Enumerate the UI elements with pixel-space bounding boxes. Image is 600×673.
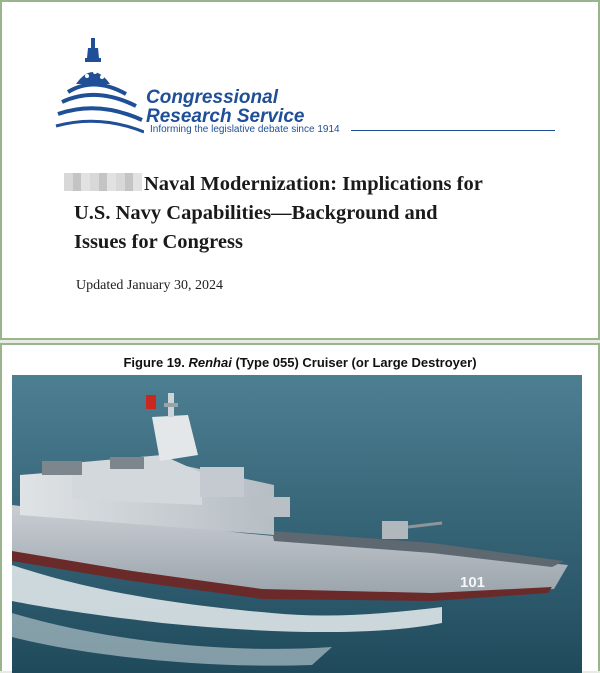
- figure-caption: [2, 355, 598, 370]
- title-line-2: U.S. Navy Capabilities—Background and: [74, 202, 438, 224]
- report-title: [74, 170, 544, 257]
- updated-date: Updated January 30, 2024: [76, 278, 223, 293]
- capitol-dome-icon: [54, 36, 144, 136]
- org-name-line-2: Research Service: [146, 106, 305, 127]
- hull-number: 101: [460, 574, 486, 591]
- warship-photo: [12, 375, 582, 673]
- ship-class-name: Renhai: [188, 355, 232, 370]
- title-line-1: Naval Modernization: Implications for: [144, 173, 483, 195]
- tagline: Informing the legislative debate since 1914: [150, 124, 340, 135]
- flag: [146, 395, 156, 409]
- tagline-rule: [351, 130, 555, 131]
- figure-label: Figure 19.: [123, 355, 185, 370]
- main-gun: [382, 521, 408, 539]
- org-name-line-1: Congressional: [146, 87, 278, 108]
- figure-description: (Type 055) Cruiser (or Large Destroyer): [235, 355, 477, 370]
- organization-name: [146, 88, 304, 126]
- figure-panel: [0, 343, 600, 671]
- title-line-3: Issues for Congress: [74, 231, 243, 253]
